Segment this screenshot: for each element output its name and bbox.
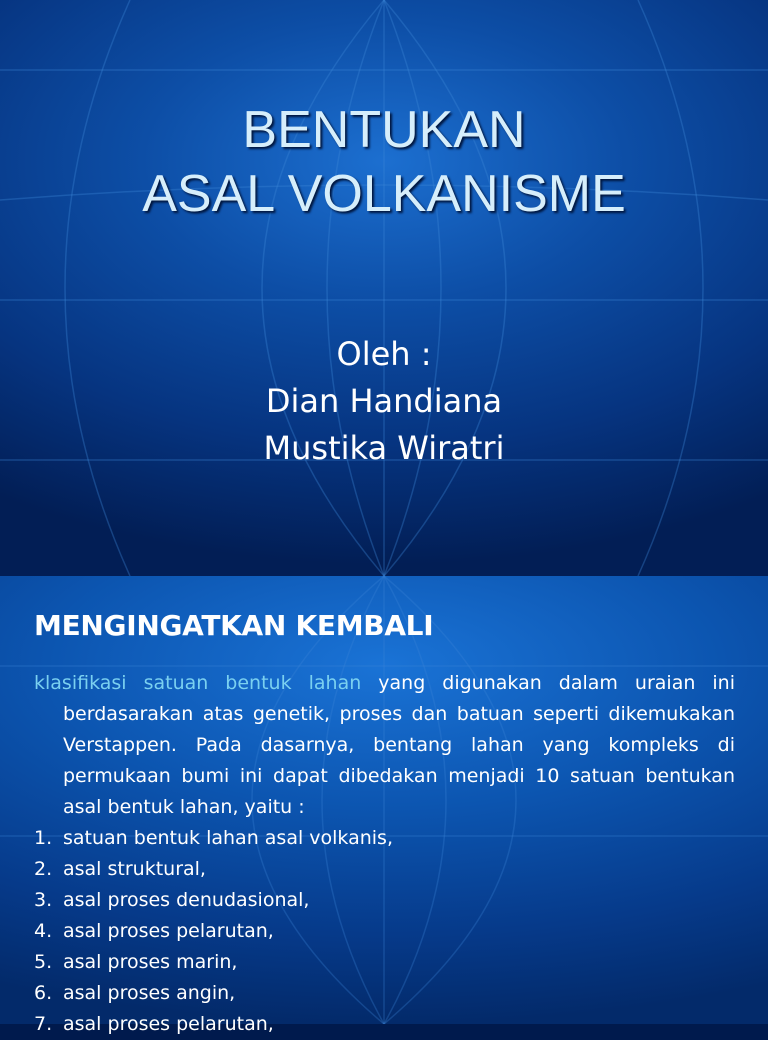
- list-item-number: 1.: [34, 827, 53, 849]
- list-item-text: satuan bentuk lahan asal volkanis,: [63, 827, 393, 849]
- list-item-text: asal proses pelarutan,: [63, 1013, 274, 1035]
- list-item-number: 4.: [34, 920, 53, 942]
- author-name-2: Mustika Wiratri: [263, 429, 505, 467]
- list-item-number: 7.: [34, 1013, 53, 1035]
- list-item: [34, 978, 735, 1009]
- list-item: [34, 1009, 735, 1040]
- section-heading: MENGINGATKAN KEMBALI: [34, 609, 434, 642]
- landform-list: [34, 823, 735, 1040]
- list-item-text: asal proses pelarutan,: [63, 920, 274, 942]
- highlight-term: klasifikasi satuan bentuk lahan: [34, 672, 362, 694]
- intro-text: yang digunakan dalam uraian ini berdasarakan atas genetik, proses dan batuan seperti dikemukakan Verstappen. Pada dasarnya, bentang lahan yang kompleks di permukaan bumi ini dapat dibedakan menjadi 10 satuan bentukan asal bentuk lahan, yaitu :: [63, 672, 735, 818]
- list-item: [34, 916, 735, 947]
- list-item-number: 5.: [34, 951, 53, 973]
- list-item-number: 2.: [34, 858, 53, 880]
- list-item: [34, 854, 735, 885]
- list-item: [34, 885, 735, 916]
- list-item: [34, 947, 735, 978]
- author-name-1: Dian Handiana: [265, 382, 503, 420]
- list-item-number: 3.: [34, 889, 53, 911]
- byline-label: Oleh :: [336, 335, 432, 373]
- list-item-text: asal proses denudasional,: [63, 889, 310, 911]
- slide-title-line-2: ASAL VOLKANISME: [142, 165, 626, 223]
- slide-title-line-1: BENTUKAN: [242, 101, 526, 159]
- list-item-text: asal proses angin,: [63, 982, 236, 1004]
- list-item-text: asal struktural,: [63, 858, 206, 880]
- list-item-text: asal proses marin,: [63, 951, 238, 973]
- intro-paragraph: [34, 668, 735, 823]
- list-item-number: 6.: [34, 982, 53, 1004]
- list-item: [34, 823, 735, 854]
